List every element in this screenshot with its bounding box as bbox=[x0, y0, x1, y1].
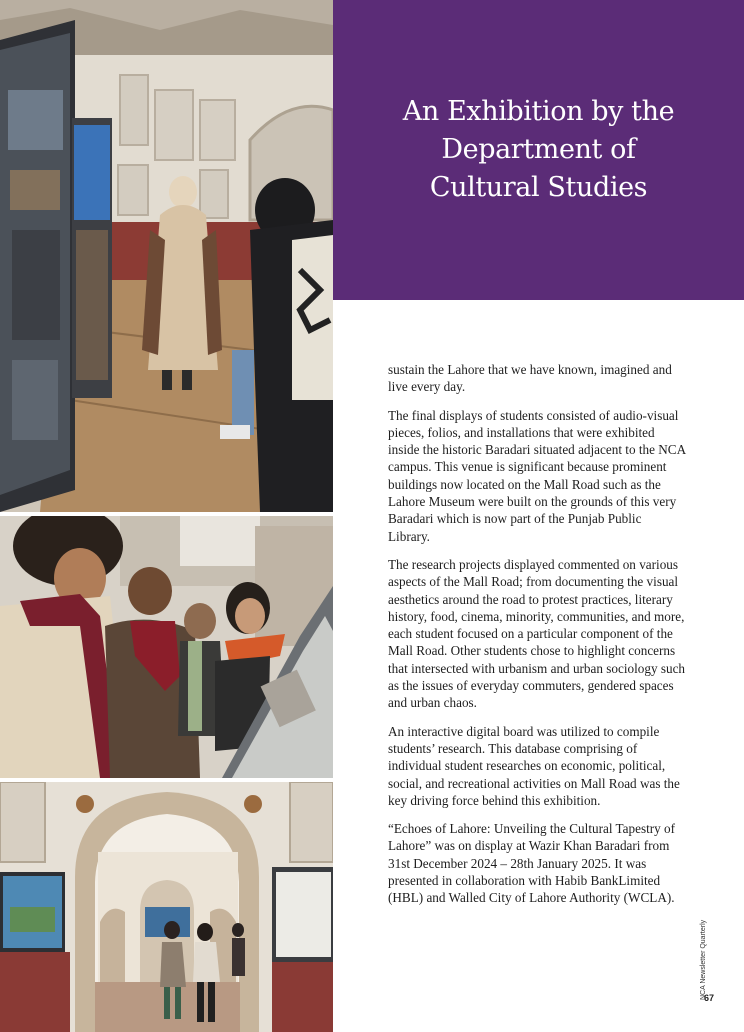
page-number: 67 bbox=[704, 993, 715, 1003]
students-interactive-board-photo bbox=[0, 516, 333, 778]
article-paragraph: An interactive digital board was utilized to compile students’ research. This database comprising of individual student researches on economic, political, social, and recreational activities on Mall Road was the key driving force behind this exhibition. bbox=[388, 723, 680, 808]
publication-name: NCA Newsletter Quarterly bbox=[700, 919, 707, 1000]
article-paragraph: “Echoes of Lahore: Unveiling the Cultural Tapestry of Lahore” was on display at Wazir Khan Baradari from 31st December 2024 – 28th January 2025. It was presented in collaboration with Habib BankLimited (HBL) and Walled City of Lahore Authority (WCLA). bbox=[388, 821, 676, 906]
article-paragraph: The final displays of students consisted of audio-visual pieces, folios, and installations that were exhibited inside the historic Baradari situated adjacent to the NCA campus. This venue is significant because prominent buildings now located on the Mall Road such as the Lahore Museum were built on the grounds of this very Baradari which is now part of the Punjab Public Library. bbox=[388, 407, 686, 544]
publication-credit bbox=[698, 906, 716, 1000]
article-paragraph: The research projects displayed commented on various aspects of the Mall Road; from documenting the visual aesthetics around the road to protest practices, literary history, food, cinema, minority, communities, and more, each student focused on a particular component of the Mall Road. Other students chose to highlight concerns that intersected with urbanism and urban sociology such as the issues of everyday commuters, gendered spaces and urban chaos. bbox=[388, 556, 686, 711]
page-title: An Exhibition by the Department of Cultural Studies bbox=[402, 96, 675, 203]
article-paragraph: sustain the Lahore that we have known, imagined and live every day. bbox=[388, 362, 672, 395]
exhibition-hall-photo bbox=[0, 0, 333, 512]
title-panel bbox=[333, 0, 744, 300]
article-body bbox=[388, 361, 686, 918]
baradari-archway-photo bbox=[0, 782, 333, 1032]
